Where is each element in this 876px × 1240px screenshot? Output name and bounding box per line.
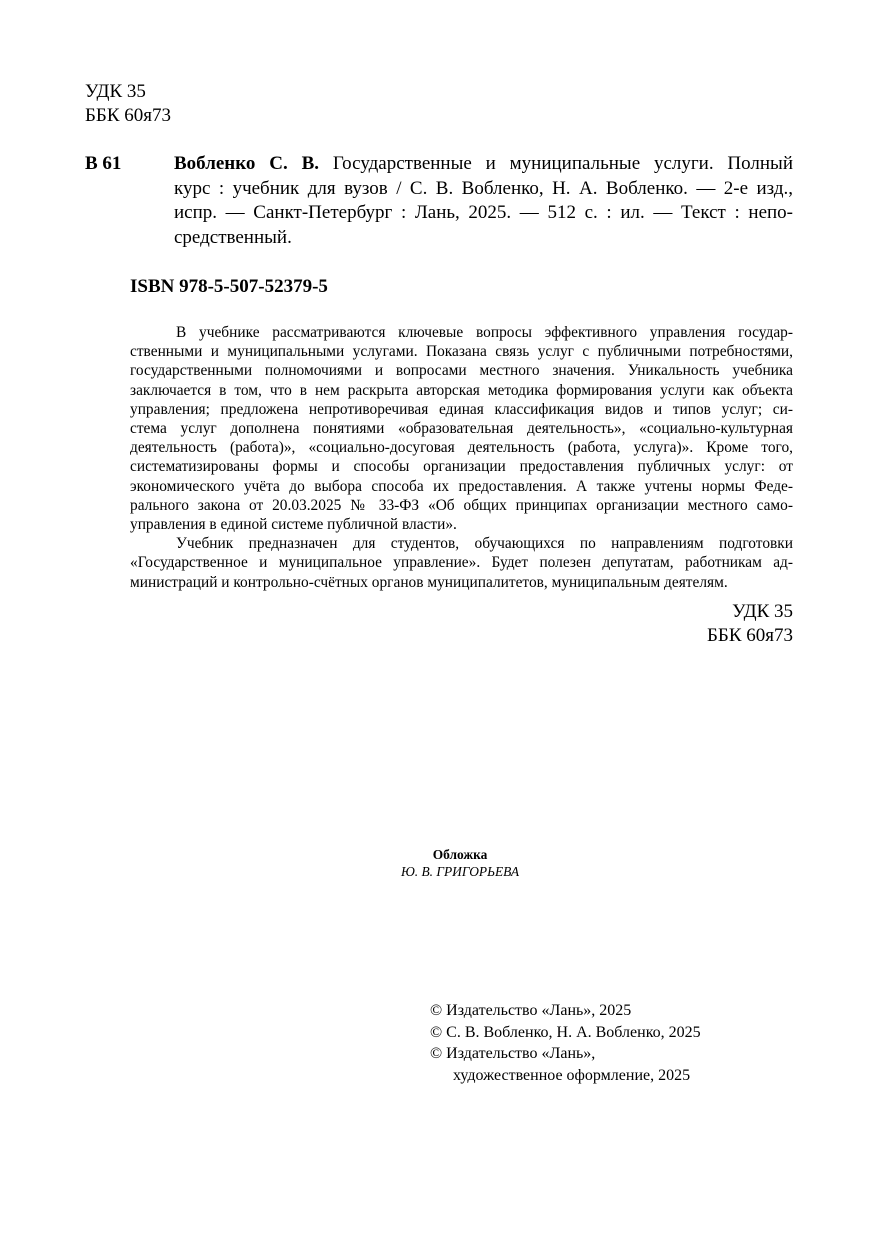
cover-label: Обложка	[432, 847, 488, 862]
bibliographic-record	[85, 152, 793, 250]
bibliographic-description	[174, 152, 793, 250]
author-sign: В 61	[85, 153, 122, 174]
udk-code: УДК 35	[85, 81, 146, 102]
copyright-design: © Издательство «Лань»,	[430, 1045, 596, 1062]
annotation-line: ственными и муниципальными услугами. Показана связь услуг с публичными потребностями,	[130, 343, 793, 361]
cover-credit	[300, 846, 620, 880]
bbk-code: ББК 60я73	[85, 105, 171, 126]
annotation-line: министраций и контрольно-счётных органов муниципалитетов, муниципальным деятелям.	[130, 573, 728, 591]
annotation-line: «Государственное и муниципальное управление». Будет полезен депутатам, работникам ад-	[130, 554, 793, 572]
title-line-4: средственный.	[174, 226, 292, 248]
copyright-block	[430, 1000, 810, 1086]
annotation-paragraph-2	[130, 534, 793, 592]
annotation-line: Учебник предназначен для студентов, обучающихся по направлениям подготовки	[176, 535, 793, 553]
annotation-paragraph-1	[130, 323, 793, 534]
annotation-line: заключается в том, что в нем раскрыта авторская методика формирования услуги как объекта	[130, 381, 793, 399]
cover-designer: Ю. В. ГРИГОРЬЕВА	[400, 864, 520, 879]
title-line-3: испр. — Санкт-Петербург : Лань, 2025. — 512 с. : ил. — Текст : непо-	[174, 202, 793, 223]
title-line-2: курс : учебник для вузов / С. В. Вобленко, Н. А. Вобленко. — 2-е изд.,	[174, 177, 793, 199]
annotation-line: систематизированы формы и способы организации предоставления публичных услуг: от	[130, 458, 793, 476]
annotation	[130, 323, 793, 592]
copyright-design-continued: художественное оформление, 2025	[453, 1066, 691, 1084]
udk-code: УДК 35	[732, 601, 793, 622]
annotation-line: деятельность (работа)», «социально-досуговая деятельность (работа, услуга)». Кроме того,	[130, 439, 793, 457]
title-line-1: Государственные и муниципальные услуги. Полный	[319, 153, 793, 174]
bbk-code: ББК 60я73	[707, 625, 793, 646]
annotation-line: управления в единой системе публичной власти».	[130, 516, 457, 534]
udk-block-bottom	[600, 600, 793, 648]
udk-block-top	[85, 80, 171, 128]
annotation-line: государственными полномочиями и вопросами местного значения. Уникальность учебника	[130, 362, 793, 380]
annotation-line: управления; предложена непротиворечивая единая классификация видов и типов услуг; си-	[130, 400, 793, 418]
annotation-line: рального закона от 20.03.2025 № 33-ФЗ «Об общих принципах организации местного само-	[130, 496, 793, 514]
author-name: Вобленко С. В.	[174, 153, 320, 174]
copyright-authors: © С. В. Вобленко, Н. А. Вобленко, 2025	[430, 1023, 701, 1041]
copyright-publisher: © Издательство «Лань», 2025	[430, 1002, 632, 1019]
annotation-line: стема услуг дополнена понятиями «образовательная деятельность», «социально-культурная	[130, 420, 793, 438]
annotation-line: экономического учёта до выбора способа их предоставления. А также учтены нормы Феде-	[130, 477, 793, 495]
isbn: ISBN 978-5-507-52379-5	[130, 276, 328, 297]
annotation-line: В учебнике рассматриваются ключевые вопросы эффективного управления государ-	[176, 324, 793, 341]
